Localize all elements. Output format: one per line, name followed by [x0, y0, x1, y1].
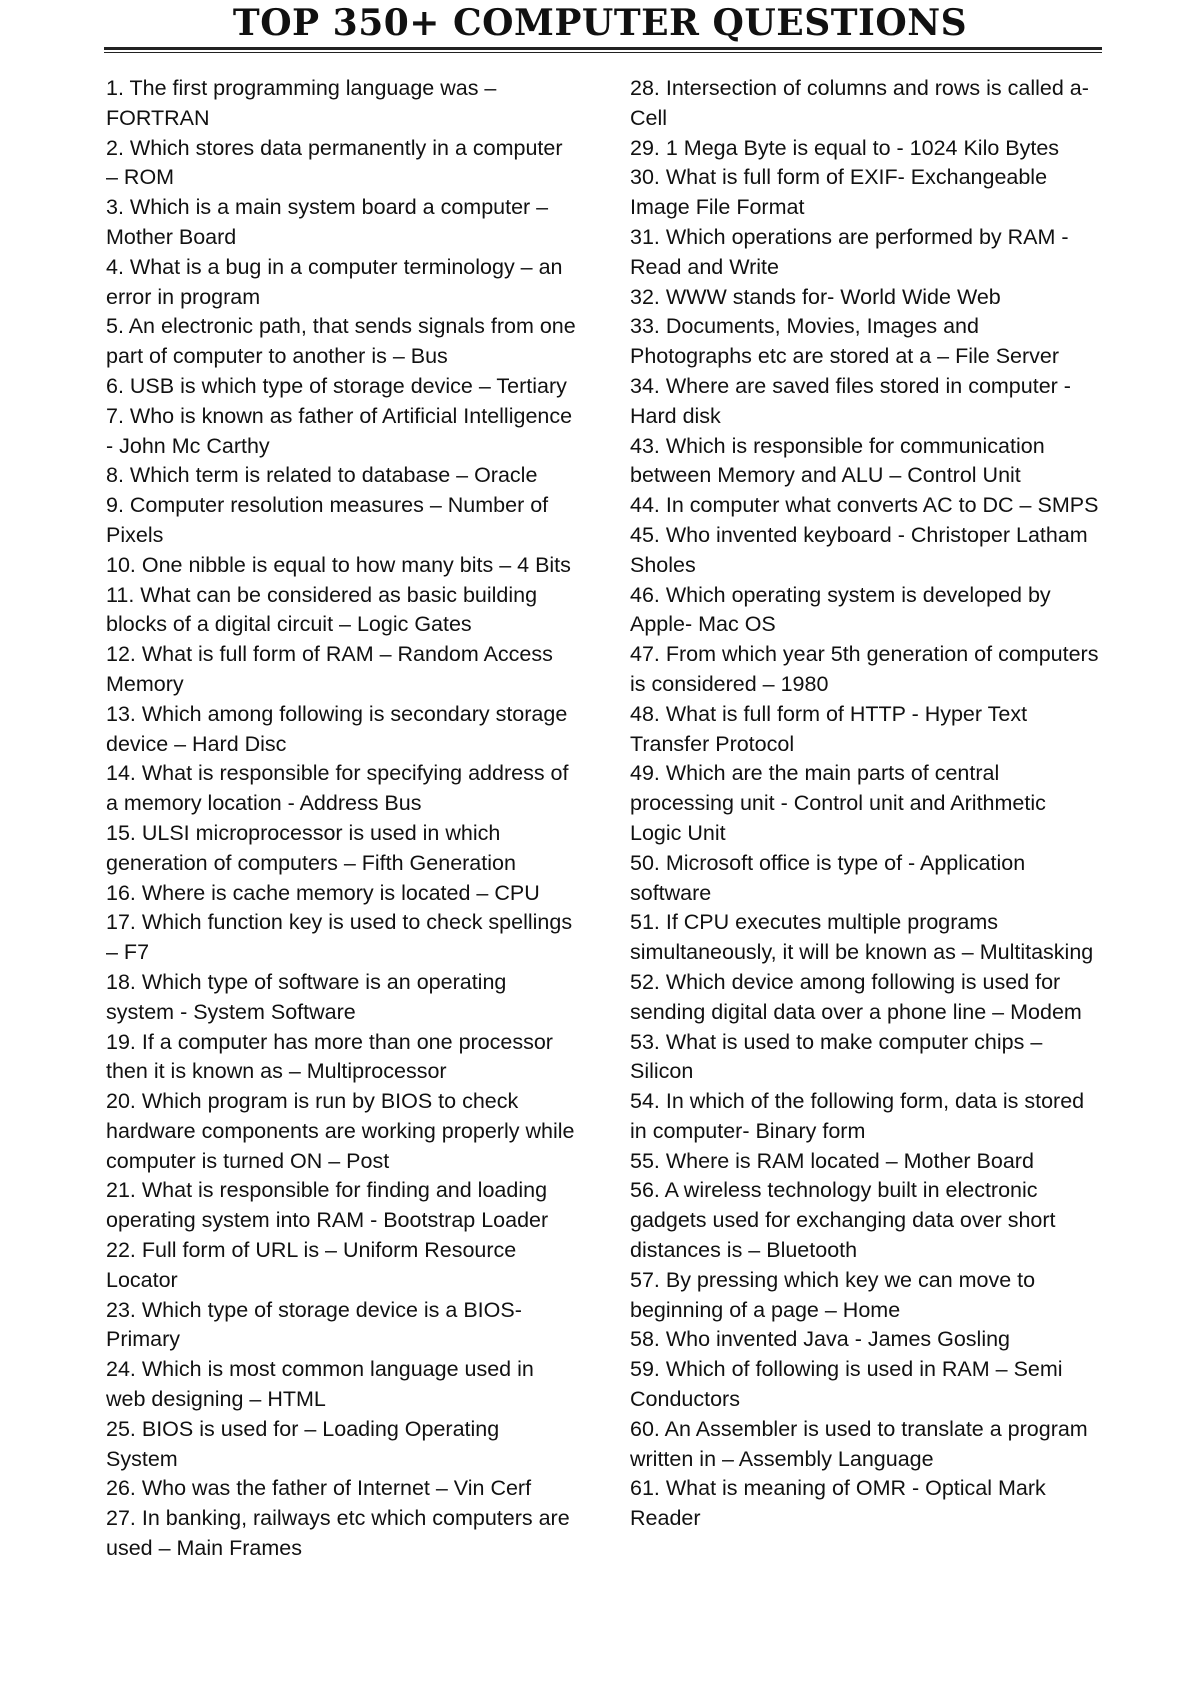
- question-item: 59. Which of following is used in RAM – Semi Conductors: [630, 1357, 1063, 1412]
- question-item: 44. In computer what converts AC to DC – SMPS: [630, 493, 1099, 518]
- question-item: 60. An Assembler is used to translate a program written in – Assembly Language: [630, 1416, 1088, 1471]
- question-item: 54. In which of the following form, data is stored in computer- Binary form: [630, 1089, 1085, 1143]
- question-item: 29. 1 Mega Byte is equal to - 1024 Kilo Bytes: [630, 135, 1060, 160]
- question-item: 8. Which term is related to database – Oracle: [106, 463, 538, 488]
- question-item: 2. Which stores data permanently in a computer – ROM: [106, 135, 563, 190]
- question-item: 10. One nibble is equal to how many bits – 4 Bits: [106, 552, 571, 577]
- question-item: 31. Which operations are performed by RAM - Read and Write: [630, 224, 1069, 279]
- left-question-column: [106, 74, 576, 1564]
- question-item: 55. Where is RAM located – Mother Board: [630, 1148, 1034, 1173]
- question-item: 3. Which is a main system board a computer – Mother Board: [106, 195, 549, 249]
- question-item: 22. Full form of URL is – Uniform Resource Locator: [106, 1238, 517, 1292]
- page-title: TOP 350+ COMPUTER QUESTIONS: [232, 2, 968, 44]
- question-item: 14. What is responsible for specifying address of a memory location - Address Bus: [106, 761, 569, 816]
- question-item: 28. Intersection of columns and rows is called a- Cell: [630, 76, 1089, 130]
- question-item: 61. What is meaning of OMR - Optical Mark Reader: [630, 1476, 1046, 1531]
- question-item: 6. USB is which type of storage device – Tertiary: [106, 373, 567, 398]
- question-item: 56. A wireless technology built in electronic gadgets used for exchanging data over short distances is – Bluetooth: [630, 1178, 1056, 1263]
- right-question-column: [630, 74, 1100, 1534]
- question-item: 15. ULSI microprocessor is used in which generation of computers – Fifth Generation: [106, 820, 516, 875]
- question-item: 51. If CPU executes multiple programs simultaneously, it will be known as – Multitasking: [630, 910, 1094, 965]
- question-item: 45. Who invented keyboard - Christoper Latham Sholes: [630, 522, 1088, 577]
- question-item: 4. What is a bug in a computer terminology – an error in program: [106, 254, 563, 309]
- question-item: 13. Which among following is secondary storage device – Hard Disc: [106, 701, 568, 756]
- question-item: 46. Which operating system is developed by Apple- Mac OS: [630, 582, 1051, 637]
- question-item: 30. What is full form of EXIF- Exchangeable Image File Format: [630, 165, 1048, 220]
- question-item: 50. Microsoft office is type of - Application software: [630, 850, 1026, 905]
- question-item: 58. Who invented Java - James Gosling: [630, 1327, 1011, 1352]
- question-item: 23. Which type of storage device is a BIOS- Primary: [106, 1297, 522, 1352]
- question-item: 16. Where is cache memory is located – CPU: [106, 880, 540, 905]
- question-item: 17. Which function key is used to check spellings – F7: [106, 910, 573, 965]
- question-item: 9. Computer resolution measures – Number of Pixels: [106, 493, 549, 547]
- question-item: 5. An electronic path, that sends signals from one part of computer to another is – Bus: [106, 314, 576, 369]
- question-item: 52. Which device among following is used for sending digital data over a phone line – Modem: [630, 969, 1082, 1024]
- title-underline-thin: [104, 52, 1102, 53]
- question-item: 47. From which year 5th generation of computers is considered – 1980: [630, 642, 1099, 696]
- question-item: 18. Which type of software is an operating system - System Software: [106, 969, 507, 1024]
- title-underline-thick: [104, 47, 1102, 50]
- question-item: 7. Who is known as father of Artificial Intelligence - John Mc Carthy: [106, 403, 573, 458]
- question-item: 53. What is used to make computer chips – Silicon: [630, 1029, 1043, 1084]
- question-item: 32. WWW stands for- World Wide Web: [630, 284, 1001, 309]
- question-item: 25. BIOS is used for – Loading Operating System: [106, 1416, 500, 1471]
- question-item: 27. In banking, railways etc which computers are used – Main Frames: [106, 1506, 570, 1561]
- question-item: 49. Which are the main parts of central processing unit - Control unit and Arithmetic Logic Unit: [630, 761, 1046, 845]
- question-item: 1. The first programming language was – FORTRAN: [106, 76, 497, 130]
- question-item: 12. What is full form of RAM – Random Access Memory: [106, 642, 553, 696]
- question-item: 19. If a computer has more than one processor then it is known as – Multiprocessor: [106, 1029, 553, 1084]
- question-item: 24. Which is most common language used in web designing – HTML: [106, 1357, 534, 1412]
- question-item: 21. What is responsible for finding and loading operating system into RAM - Bootstrap Loader: [106, 1178, 549, 1233]
- question-item: 33. Documents, Movies, Images and Photographs etc are stored at a – File Server: [630, 314, 1060, 369]
- question-item: 48. What is full form of HTTP - Hyper Text Transfer Protocol: [630, 701, 1028, 756]
- question-item: 43. Which is responsible for communication between Memory and ALU – Control Unit: [630, 433, 1045, 488]
- question-item: 26. Who was the father of Internet – Vin Cerf: [106, 1476, 532, 1501]
- question-item: 34. Where are saved files stored in computer - Hard disk: [630, 373, 1071, 428]
- question-item: 20. Which program is run by BIOS to check hardware components are working properly while computer is turned ON – Post: [106, 1089, 575, 1173]
- question-item: 11. What can be considered as basic building blocks of a digital circuit – Logic Gates: [106, 582, 538, 637]
- question-item: 57. By pressing which key we can move to beginning of a page – Home: [630, 1267, 1036, 1322]
